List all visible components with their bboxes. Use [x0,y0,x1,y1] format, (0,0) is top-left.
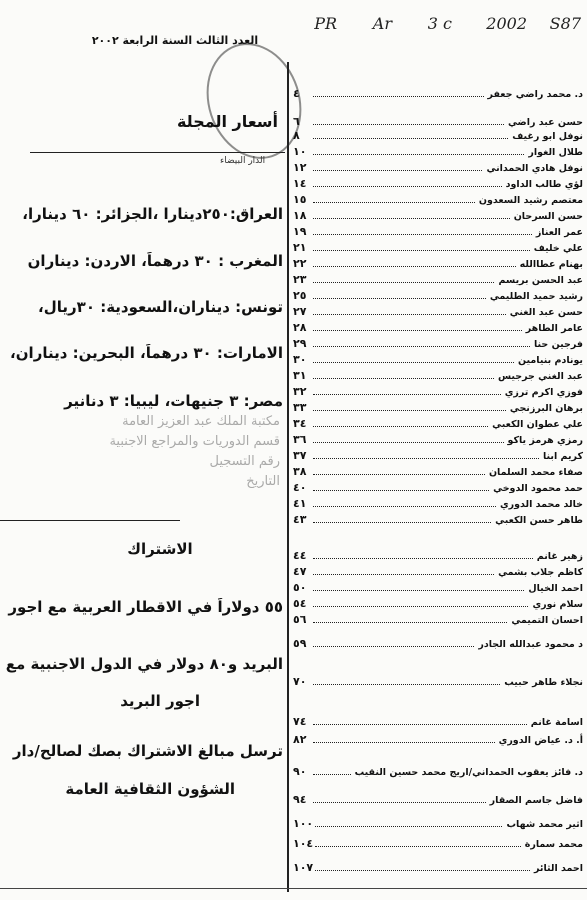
toc-row [293,546,583,562]
title-divider [30,152,285,153]
toc-page-number: ٤١ [293,497,307,510]
toc-page-number: ٤٠ [293,481,307,494]
toc-leader-dots [313,362,514,363]
toc-page-number: ٣٠ [293,353,307,366]
toc-row [293,238,583,254]
toc-author: فرجين حنا [533,339,583,350]
toc-page-number: ٦ [293,115,300,128]
toc-page-number: ٧٠ [293,675,307,688]
toc-author: اثير محمد شهاب [506,819,583,830]
toc-page-number: ١٨ [293,209,307,222]
toc-leader-dots [313,218,510,219]
toc-author: خالد محمد الدوري [499,499,583,510]
toc-row [293,610,583,626]
toc-author: احمد الثائر [533,863,583,874]
toc-leader-dots [313,490,489,491]
toc-row [293,578,583,594]
toc-page-number: ٢٢ [293,257,307,270]
toc-leader-dots [313,742,495,743]
toc-row [293,446,583,462]
toc-leader-dots [313,314,506,315]
price-line: العراق:٢٥٠دينارا ،الجزائر: ٦٠ دينارا، [22,205,283,223]
toc-leader-dots [313,394,501,395]
toc-page-number: ١٩ [293,225,307,238]
subscription-line: الشؤون الثقافية العامة [65,780,235,798]
toc-author: علي عطوان الكعبي [492,419,583,430]
library-stamp-line: قسم الدوريات والمراجع الاجنبية [109,434,280,449]
toc-row [293,302,583,318]
magazine-prices-title: أسعار المجلة [176,112,278,131]
toc-row [293,858,583,874]
toc-author: كريم ابنا [542,451,583,462]
toc-row [293,478,583,494]
toc-author: معتصم رشيد السعدون [478,195,583,206]
toc-row [293,790,583,806]
subscription-line: البريد و٨٠ دولار في الدول الاجنبية مع [5,655,283,673]
toc-page-number: ٣٦ [293,433,307,446]
toc-row [293,494,583,510]
toc-author: عبد الحسن بريسم [498,275,583,286]
toc-row [293,730,583,746]
toc-leader-dots [313,802,486,803]
toc-row [293,286,583,302]
toc-author: د. فائز يعقوب الحمداني/اريج محمد حسين النقيب [354,767,583,778]
toc-row [293,430,583,446]
toc-leader-dots [313,574,494,575]
toc-author: سلام نوري [532,599,583,610]
toc-page-number: ٧٤ [293,715,307,728]
toc-leader-dots [313,558,533,559]
handwritten-item: S87 [549,14,581,33]
toc-author: احسان التميمي [511,615,583,626]
toc-row [293,174,583,190]
toc-page-number: ٩٠ [293,765,307,778]
price-line: تونس: ديناران،السعودية: ٣٠ريال، [38,298,283,316]
toc-row [293,270,583,286]
toc-row [293,84,583,100]
toc-page-number: ٥٤ [293,597,307,610]
toc-page-number: ٣٢ [293,385,307,398]
toc-row [293,398,583,414]
toc-page-number: ٨٢ [293,733,307,746]
toc-row [293,254,583,270]
toc-row [293,562,583,578]
toc-leader-dots [313,410,506,411]
toc-leader-dots [313,622,507,623]
toc-author: أ. د. عياض الدوري [498,735,583,746]
toc-page-number: ٢٥ [293,289,307,302]
toc-leader-dots [313,442,504,443]
toc-leader-dots [315,826,502,827]
toc-leader-dots [313,590,524,591]
library-stamp-line: مكتبة الملك عبد العزيز العامة [122,414,280,429]
toc-row [293,158,583,174]
handwritten-annotation [300,14,587,38]
toc-author: زهير غانم [536,551,583,562]
toc-author: نوفل ابو رغيف [512,131,583,142]
toc-leader-dots [313,282,494,283]
toc-author: علي خليف [533,243,583,254]
toc-author: عامر الطاهر [525,323,583,334]
price-line: مصر: ٣ جنيهات، ليبيا: ٣ دنانير [64,392,283,410]
toc-row [293,414,583,430]
library-stamp-line: التاريخ [246,474,280,489]
toc-author: طاهر حسن الكعبي [495,515,583,526]
toc-page-number: ٢٧ [293,305,307,318]
toc-row [293,594,583,610]
toc-author: لؤي طالب الداود [505,179,583,190]
toc-leader-dots [315,846,521,847]
toc-leader-dots [313,170,482,171]
toc-author: محمد سمارة [524,839,583,850]
toc-leader-dots [315,870,530,871]
toc-page-number: ٤٧ [293,565,307,578]
toc-author: رمزي هرمز ياكو [507,435,583,446]
toc-leader-dots [313,96,484,97]
toc-leader-dots [313,474,485,475]
toc-row [293,834,583,850]
handwritten-item: 3 c [427,14,452,33]
toc-leader-dots [313,606,528,607]
toc-leader-dots [313,298,486,299]
toc-row [293,318,583,334]
toc-row [293,366,583,382]
toc-author: نوفل هادي الحمداني [486,163,583,174]
price-line: المغرب : ٣٠ درهماً، الاردن: ديناران [27,252,283,270]
toc-page-number: ١٢ [293,161,307,174]
toc-leader-dots [313,124,504,125]
toc-author: حسن عبد الغني [509,307,583,318]
handwritten-item: PR [314,14,337,33]
stamp-text: الدار البيضاء [220,156,266,166]
toc-author: حمد محمود الدوخي [493,483,583,494]
toc-author: احمد الخيال [528,583,583,594]
toc-row [293,190,583,206]
toc-leader-dots [313,154,524,155]
toc-author: عبد الغني جرجيس [497,371,583,382]
toc-page-number: ٤٤ [293,549,307,562]
toc-row [293,334,583,350]
stamp-rule [0,520,180,521]
toc-page-number: ٢٩ [293,337,307,350]
toc-row [293,142,583,158]
toc-author: حسن السرحان [513,211,583,222]
toc-author: طلال الغوار [528,147,583,158]
toc-author: فاضل جاسم الصقار [489,795,583,806]
toc-author: اسامة غانم [530,717,583,728]
toc-author: د. محمد راضي جعفر [487,89,583,100]
toc-leader-dots [313,646,474,647]
toc-page-number: ٢١ [293,241,307,254]
toc-row [293,382,583,398]
toc-author: حسن عبد راضي [507,117,583,128]
toc-author: عمر العناز [535,227,583,238]
handwritten-item: Ar [372,14,392,33]
toc-author: نجلاء طاهر حبيب [504,677,583,688]
toc-author: رشيد حميد الطليمي [489,291,583,302]
toc-page-number: ١٠٤ [293,837,314,850]
toc-leader-dots [313,186,502,187]
toc-leader-dots [313,774,351,775]
toc-page-number: ٣٣ [293,401,307,414]
toc-leader-dots [313,426,488,427]
page-bottom-rule [0,888,587,889]
toc-author: يونادم بنيامين [517,355,583,366]
toc-page-number: ٤ [293,87,300,100]
toc-page-number: ١٠٠ [293,817,314,830]
toc-author: بهنام عطاالله [519,259,583,270]
toc-page-number: ٣٧ [293,449,307,462]
toc-author: كاظم جلاب بشمي [498,567,583,578]
toc-row [293,206,583,222]
subscription-heading: الاشتراك [127,540,193,558]
toc-row [293,126,583,142]
toc-leader-dots [313,346,530,347]
toc-page-number: ١٠٧ [293,861,314,874]
toc-page-number: ٥٩ [293,637,307,650]
toc-row [293,222,583,238]
toc-leader-dots [313,330,522,331]
toc-page-number: ٣٤ [293,417,307,430]
toc-page-number: ١٤ [293,177,307,190]
toc-leader-dots [313,684,500,685]
library-stamp-line: رقم التسجيل [209,454,280,469]
toc-page-number: ٥٠ [293,581,307,594]
toc-row [293,350,583,366]
toc-row [293,672,583,688]
toc-page-number: ٨ [293,129,300,142]
toc-leader-dots [313,202,475,203]
toc-row [293,510,583,526]
toc-author: د محمود عبدالله الجادر [478,639,583,650]
toc-leader-dots [313,522,491,523]
handwritten-item: 2002 [486,14,527,33]
toc-leader-dots [313,506,496,507]
toc-row [293,814,583,830]
toc-row [293,762,583,778]
toc-row [293,634,583,650]
subscription-line: ترسل مبالغ الاشتراك بصك لصالح/دار [12,742,283,760]
toc-page-number: ٥٦ [293,613,307,626]
toc-leader-dots [313,724,527,725]
toc-author: برهان البرزنجي [509,403,583,414]
toc-leader-dots [313,234,532,235]
toc-author: فوزي اكرم ترزي [504,387,583,398]
toc-leader-dots [313,266,516,267]
toc-page-number: ٢٣ [293,273,307,286]
price-line: الامارات: ٣٠ درهماً، البحرين: ديناران، [10,344,283,362]
column-divider [287,62,289,892]
library-stamp [60,412,280,522]
toc-row [293,712,583,728]
toc-row [293,462,583,478]
toc-leader-dots [313,138,508,139]
toc-page-number: ٢٨ [293,321,307,334]
toc-page-number: ٩٤ [293,793,307,806]
toc-page-number: ١٠ [293,145,307,158]
toc-leader-dots [313,458,539,459]
toc-leader-dots [313,250,530,251]
subscription-line: ٥٥ دولاراً في الاقطار العربية مع اجور [8,598,283,616]
toc-leader-dots [313,378,494,379]
toc-page-number: ٣٨ [293,465,307,478]
toc-page-number: ١٥ [293,193,307,206]
subscription-line: اجور البريد [120,692,200,710]
toc-page-number: ٣١ [293,369,307,382]
issue-header: العدد الثالث السنة الرابعة ٢٠٠٢ [91,34,259,47]
toc-author: صفاء محمد السلمان [488,467,583,478]
toc-page-number: ٤٣ [293,513,307,526]
